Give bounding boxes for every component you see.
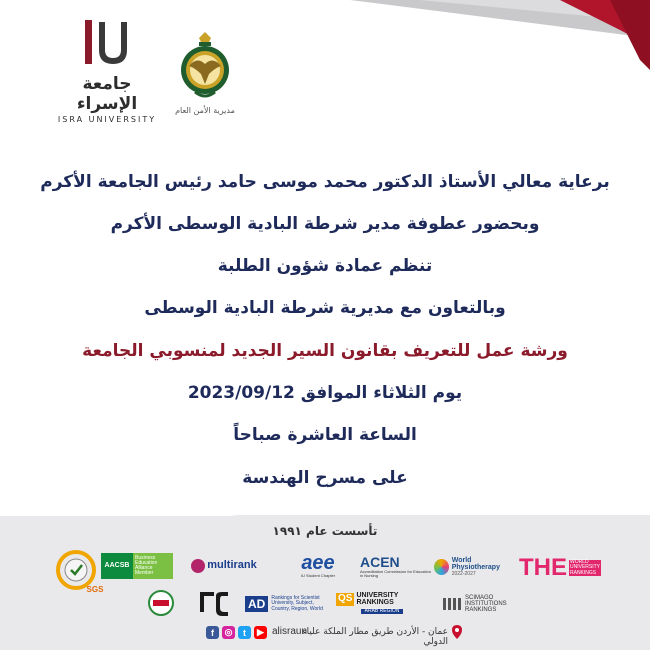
address-text: عمان - الأردن طريق مطار الملكة علياء الدولي	[302, 627, 448, 647]
police-caption: مديرية الأمن العام	[175, 106, 235, 115]
line-attendance: وبحضور عطوفة مدير شرطة البادية الوسطى الأكرم	[110, 214, 540, 234]
jcf-badge-icon	[194, 588, 234, 620]
jcf-badge	[194, 588, 234, 620]
police-emblem-icon	[175, 30, 235, 104]
line-cooperation: وبالتعاون مع مديرية شرطة البادية الوسطى	[144, 298, 506, 318]
umultirank-icon	[191, 559, 205, 573]
location-pin-icon	[451, 625, 463, 639]
world-physiotherapy-icon	[434, 559, 449, 575]
police-directorate-logo	[170, 30, 240, 122]
university-name-english: ISRA UNIVERSITY	[57, 115, 157, 124]
quality-badge-icon	[146, 588, 176, 620]
line-venue: على مسرح الهندسة	[242, 468, 408, 488]
ad-scientific-index-logo: AD Rankings for Scientist University, Subject, Country, Region, World	[245, 590, 328, 618]
line-patronage: برعاية معالي الأستاذ الدكتور محمد موسى حامد رئيس الجامعة الأكرم	[40, 172, 610, 192]
university-name-arabic: جامعة الإسراء	[76, 74, 138, 114]
line-workshop-title: ورشة عمل للتعريف بقانون السير الجديد لمنسوبي الجامعة	[82, 341, 568, 361]
scimago-rankings-logo: SCIMAGO INSTITUTIONS RANKINGS	[442, 590, 526, 618]
business-education-alliance-badge: Business Education Alliance Member	[133, 553, 173, 579]
social-handle[interactable]: alisraun	[272, 626, 308, 637]
line-organizer: تنظم عمادة شؤون الطلبة	[217, 256, 433, 276]
scimago-icon	[442, 596, 462, 612]
acen-logo: ACEN Accreditation Commission for Education in Nursing	[360, 554, 431, 579]
line-date: يوم الثلاثاء الموافق 2023/09/12	[187, 383, 463, 403]
quality-badge	[146, 588, 176, 620]
founded-year: تأسست عام ١٩٩١	[272, 524, 378, 538]
sgs-label: SGS	[86, 584, 104, 594]
facebook-icon[interactable]: f	[206, 626, 219, 639]
aacsb-badge: AACSB	[101, 553, 133, 579]
youtube-icon[interactable]: ▶	[254, 626, 267, 639]
qs-rankings-logo: QS UNIVERSITY RANKINGS ARAB REGION	[336, 588, 428, 618]
instagram-icon[interactable]: ◎	[222, 626, 235, 639]
aee-logo: aee IU Student Chapter	[300, 552, 336, 579]
twitter-icon[interactable]: t	[238, 626, 251, 639]
umultirank-logo: multirank	[183, 557, 265, 575]
the-rankings-logo: THE WORLD UNIVERSITY RANKINGS	[519, 554, 601, 582]
line-time: الساعة العاشرة صباحاً	[233, 425, 417, 445]
isra-university-logo	[52, 16, 162, 124]
isra-monogram-icon	[77, 16, 137, 74]
world-physiotherapy-logo: World Physiotherapy 2022-2027	[434, 553, 516, 581]
